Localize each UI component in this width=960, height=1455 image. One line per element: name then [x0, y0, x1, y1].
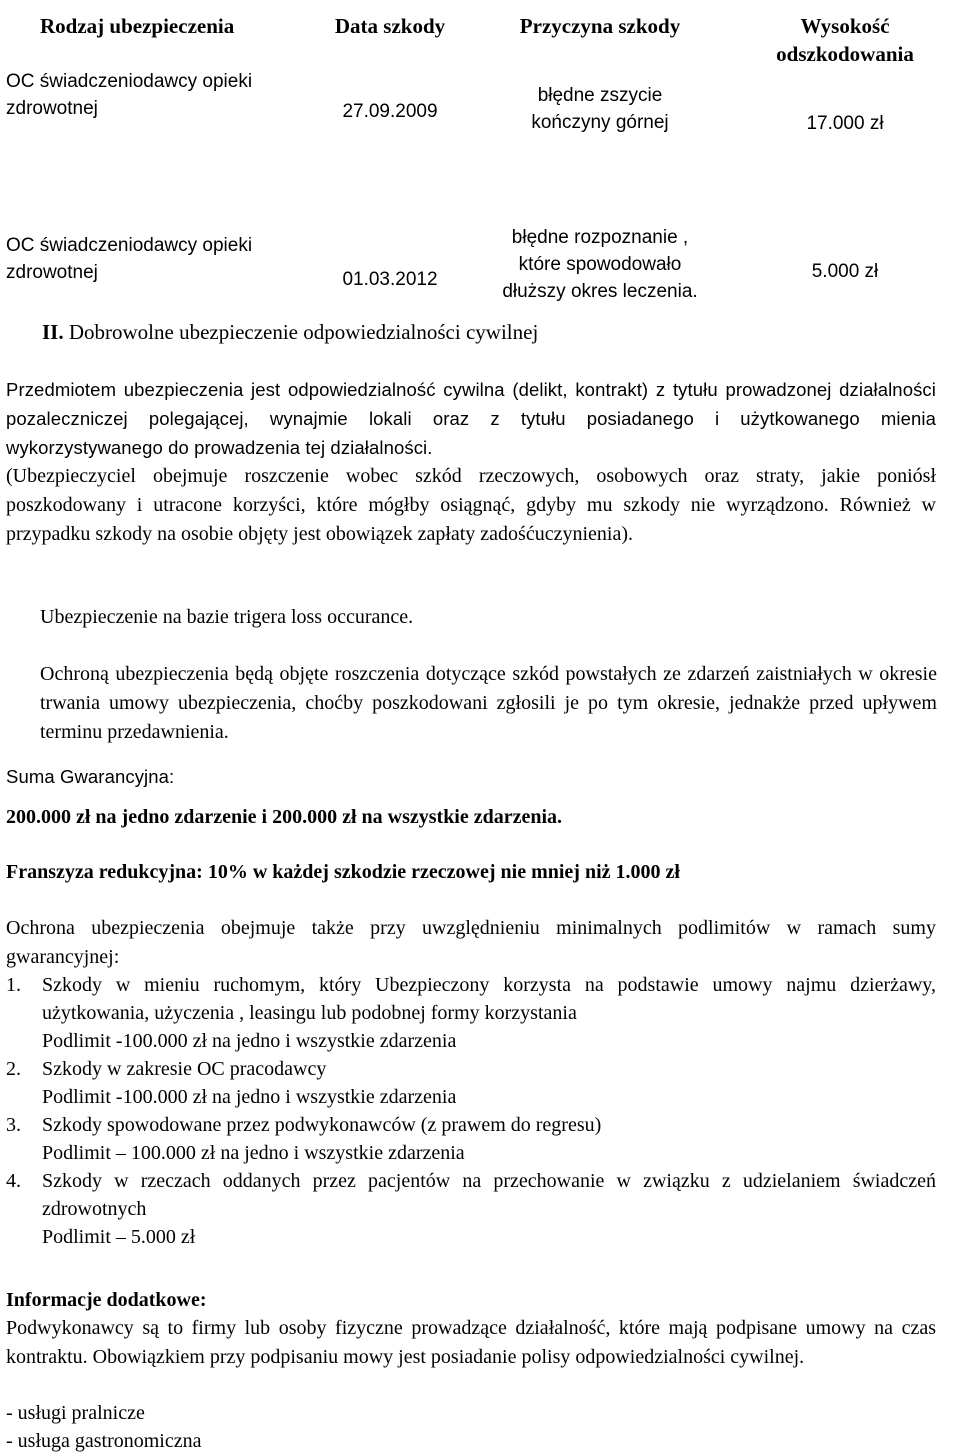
- additional-item-laundry: - usługi pralnicze: [6, 1402, 145, 1424]
- section-number: II.: [42, 320, 64, 344]
- trigger-paragraph: Ubezpieczenie na bazie trigera loss occurance.: [40, 606, 414, 628]
- cell-cause: [470, 227, 730, 376]
- additional-info-text: Podwykonawcy są to firmy lub osoby fizyczne prowadzące działalność, które mają podpisane umowy na czas kontraktu. Obowiązkiem przy podpisaniu mowy jest posiadanie polisy odpowiedzialności cywilnej.: [6, 1317, 936, 1368]
- type-line-1: OC świadczeniodawcy opieki: [6, 71, 253, 92]
- also-covers-paragraph: Ochrona ubezpieczenia obejmuje także przy uwzględnieniu minimalnych podlimitów w ramach sumy gwarancyjnej:: [6, 917, 936, 968]
- list-item-text: Szkody w zakresie OC pracodawcy: [42, 1058, 327, 1080]
- list-item-limit: Podlimit -100.000 zł na jedno i wszystkie zdarzenia: [42, 1030, 457, 1052]
- list-item-limit: Podlimit – 5.000 zł: [42, 1226, 196, 1248]
- sum-label: Suma Gwarancyjna:: [6, 766, 175, 787]
- header-insurance-type: Rodzaj ubezpieczenia: [40, 14, 235, 38]
- list-item-text: Szkody spowodowane przez podwykonawców (z prawem do regresu): [42, 1114, 602, 1136]
- additional-info-heading: Informacje dodatkowe:: [6, 1289, 207, 1311]
- cell-amount: 5.000 zł: [811, 261, 879, 282]
- cell-amount: 17.000 zł: [806, 113, 884, 134]
- sublimits-list: [6, 971, 936, 1251]
- list-item-number: 3.: [6, 1114, 21, 1136]
- type-line-2: zdrowotnej: [6, 262, 98, 283]
- cause-line-1: błędne rozpoznanie ,: [511, 227, 689, 248]
- list-item: [6, 1167, 936, 1251]
- section-title: Dobrowolne ubezpieczenie odpowiedzialności cywilnej: [68, 320, 539, 344]
- list-item: [6, 1111, 936, 1167]
- list-item-number: 2.: [6, 1058, 21, 1080]
- cause-line-3: dłuższy okres leczenia.: [502, 281, 698, 302]
- list-item-limit: Podlimit – 100.000 zł na jedno i wszystkie zdarzenia: [42, 1142, 465, 1164]
- cause-line-2: kończyny górnej: [531, 112, 669, 133]
- insurer-paragraph: (Ubezpieczyciel obejmuje roszczenie wobec szkód rzeczowych, osobowych oraz straty, jakie poniósł poszkodowany i utracone korzyści, które mógłby osiągnąć, gdyby mu szkody nie wyrządzono. Również w przypadku szkody na osobie objęty jest obowiązek zapłaty zadośćuczynienia).: [6, 465, 936, 545]
- sum-value: 200.000 zł na jedno zdarzenie i 200.000 zł na wszystkie zdarzenia.: [6, 806, 563, 828]
- deductible-paragraph: Franszyza redukcyjna: 10% w każdej szkodzie rzeczowej nie mniej niż 1.000 zł: [6, 861, 680, 883]
- list-item: [6, 971, 936, 1055]
- cause-line-2: które spowodowało: [518, 254, 682, 275]
- list-item: [6, 1055, 936, 1111]
- type-line-1: OC świadczeniodawcy opieki: [6, 235, 253, 256]
- cell-date: 27.09.2009: [342, 101, 438, 122]
- header-damage-cause: Przyczyna szkody: [519, 14, 681, 38]
- cell-cause: [470, 68, 730, 238]
- header-damage-date: Data szkody: [334, 14, 446, 38]
- header-compensation-amount: Wysokość odszkodowania: [776, 14, 914, 66]
- cause-line-1: błędne zszycie: [537, 85, 663, 106]
- cell-insurance-type: [0, 68, 310, 238]
- list-item-text: Szkody w rzeczach oddanych przez pacjentów na przechowanie w związku z udzielaniem świadczeń zdrowotnych: [42, 1170, 936, 1220]
- list-item-limit: Podlimit -100.000 zł na jedno i wszystkie zdarzenia: [42, 1086, 457, 1108]
- cell-date: 01.03.2012: [342, 269, 438, 290]
- list-item-number: 1.: [6, 974, 21, 996]
- list-item-number: 4.: [6, 1170, 21, 1192]
- section-heading: [42, 318, 960, 346]
- table-row: [0, 68, 960, 238]
- additional-item-catering: - usługa gastronomiczna: [6, 1430, 202, 1452]
- claims-header-row: [0, 8, 960, 68]
- cell-insurance-type: [0, 235, 310, 376]
- list-item-text: Szkody w mieniu ruchomym, który Ubezpieczony korzysta na podstawie umowy najmu dzierżawy, użytkowania, użyczenia , leasingu lub podobnej formy korzystania: [42, 974, 936, 1024]
- table-row: [0, 238, 960, 376]
- type-line-2: zdrowotnej: [6, 98, 98, 119]
- subject-paragraph: Przedmiotem ubezpieczenia jest odpowiedzialność cywilna (delikt, kontrakt) z tytułu prowadzonej działalności pozaleczniczej polegającej, wynajmie lokali oraz z tytułu posiadanego i użytkowanego mienia wykorzystywanego do prowadzenia tej działalności.: [6, 379, 936, 458]
- protection-paragraph: Ochroną ubezpieczenia będą objęte roszczenia dotyczące szkód powstałych ze zdarzeń zaistniałych w okresie trwania umowy ubezpieczenia, choćby poszkodowani zgłosili je po tym okresie, jednakże przed upływem terminu przedawnienia.: [40, 663, 937, 743]
